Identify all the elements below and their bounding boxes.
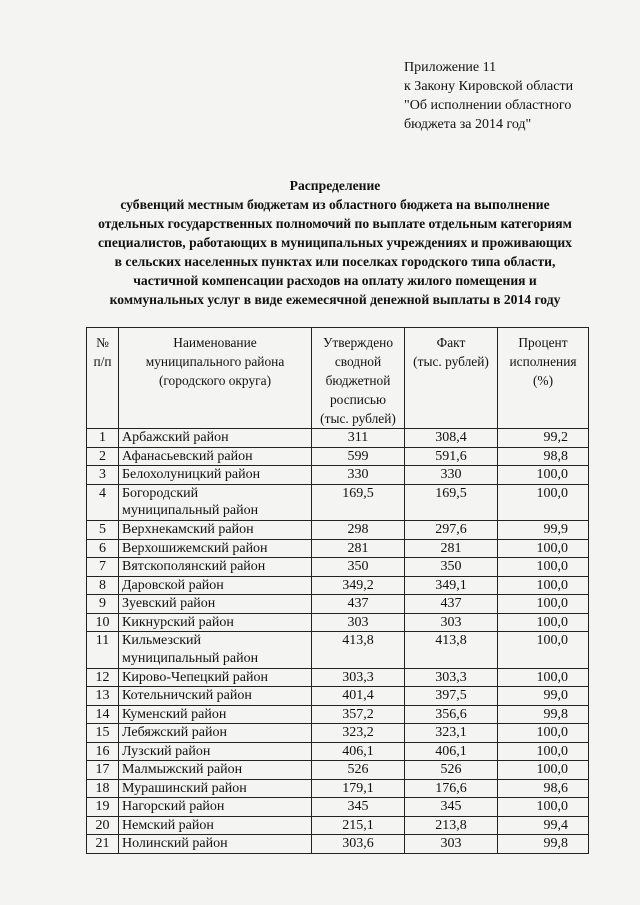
- approved-value: 357,2: [312, 705, 405, 724]
- district-name: [119, 613, 312, 632]
- percent-value: 100,0: [498, 466, 589, 485]
- fact-value: 345: [405, 798, 498, 817]
- approved-value: 298: [312, 521, 405, 540]
- fact-value: 297,6: [405, 521, 498, 540]
- row-number: 19: [87, 798, 119, 817]
- district-name: [119, 484, 312, 521]
- appendix-line: "Об исполнении областного: [404, 98, 572, 113]
- approved-value: 215,1: [312, 816, 405, 835]
- fact-value: 397,5: [405, 687, 498, 706]
- district-name-line: Кильмезский: [122, 633, 201, 648]
- row-number: 13: [87, 687, 119, 706]
- district-name: [119, 576, 312, 595]
- fact-value: 330: [405, 466, 498, 485]
- table-row: [87, 742, 589, 761]
- percent-value: 99,8: [498, 835, 589, 854]
- table-row: [87, 558, 589, 577]
- row-number: 4: [87, 484, 119, 521]
- row-number: 17: [87, 761, 119, 780]
- document-title: [60, 176, 610, 309]
- header-percent: Процент исполнения (%): [498, 328, 589, 429]
- fact-value: 176,6: [405, 779, 498, 798]
- table-row: [87, 816, 589, 835]
- fact-value: 308,4: [405, 429, 498, 448]
- table-row: [87, 632, 589, 669]
- approved-value: 281: [312, 539, 405, 558]
- header-fact: Факт (тыс. рублей): [405, 328, 498, 429]
- table-row: [87, 724, 589, 743]
- approved-value: 345: [312, 798, 405, 817]
- fact-value: 169,5: [405, 484, 498, 521]
- percent-value: 100,0: [498, 613, 589, 632]
- approved-value: 179,1: [312, 779, 405, 798]
- row-number: 9: [87, 595, 119, 614]
- percent-value: 99,4: [498, 816, 589, 835]
- title-line: субвенций местным бюджетам из областного бюджета на выполнение: [120, 197, 550, 212]
- table-row: [87, 447, 589, 466]
- fact-value: 413,8: [405, 632, 498, 669]
- percent-value: 98,6: [498, 779, 589, 798]
- row-number: 18: [87, 779, 119, 798]
- district-name-line: Лебяжский район: [122, 725, 227, 740]
- table-row: [87, 779, 589, 798]
- percent-value: 100,0: [498, 576, 589, 595]
- row-number: 3: [87, 466, 119, 485]
- percent-value: 100,0: [498, 798, 589, 817]
- district-name: [119, 798, 312, 817]
- district-name-line: Лузский район: [122, 743, 211, 759]
- table-row: [87, 798, 589, 817]
- approved-value: 350: [312, 558, 405, 577]
- percent-value: 100,0: [498, 484, 589, 521]
- district-name: [119, 447, 312, 466]
- subventions-table: [86, 327, 589, 854]
- appendix-line: к Закону Кировской области: [404, 79, 574, 94]
- percent-value: 100,0: [498, 724, 589, 743]
- row-number: 21: [87, 835, 119, 854]
- district-name: [119, 742, 312, 761]
- row-number: 12: [87, 668, 119, 687]
- fact-value: 281: [405, 539, 498, 558]
- district-name-line: Нолинский район: [122, 836, 228, 851]
- approved-value: 303,6: [312, 835, 405, 854]
- appendix-line: бюджета за 2014 год": [404, 117, 532, 132]
- district-name-line: Мурашинский район: [122, 780, 247, 796]
- approved-value: 311: [312, 429, 405, 448]
- row-number: 2: [87, 447, 119, 466]
- approved-value: 401,4: [312, 687, 405, 706]
- district-name: [119, 558, 312, 577]
- district-name-line: Нагорский район: [122, 799, 225, 814]
- fact-value: 356,6: [405, 705, 498, 724]
- table-body: [87, 429, 589, 854]
- approved-value: 323,2: [312, 724, 405, 743]
- district-name-line: Арбажский район: [122, 430, 229, 445]
- row-number: 10: [87, 613, 119, 632]
- row-number: 16: [87, 742, 119, 761]
- percent-value: 99,0: [498, 687, 589, 706]
- table-row: [87, 613, 589, 632]
- header-district-name: Наименование муниципального района (городского округа): [119, 328, 312, 429]
- table-row: [87, 539, 589, 558]
- percent-value: 100,0: [498, 539, 589, 558]
- table-row: [87, 429, 589, 448]
- district-name: [119, 779, 312, 798]
- appendix-note: [404, 58, 573, 134]
- approved-value: 437: [312, 595, 405, 614]
- percent-value: 100,0: [498, 761, 589, 780]
- fact-value: 406,1: [405, 742, 498, 761]
- district-name-line: Белохолуницкий район: [122, 467, 261, 482]
- row-number: 15: [87, 724, 119, 743]
- district-name: [119, 816, 312, 835]
- percent-value: 100,0: [498, 595, 589, 614]
- district-name-line: муниципальный район: [122, 503, 259, 518]
- percent-value: 100,0: [498, 742, 589, 761]
- row-number: 5: [87, 521, 119, 540]
- table-row: [87, 576, 589, 595]
- percent-value: 99,8: [498, 705, 589, 724]
- district-name: [119, 724, 312, 743]
- table-row: [87, 835, 589, 854]
- fact-value: 350: [405, 558, 498, 577]
- district-name-line: Вятскополянский район: [122, 559, 266, 574]
- district-name: [119, 466, 312, 485]
- title-line: отдельных государственных полномочий по выплате отдельным категориям: [98, 216, 572, 231]
- row-number: 14: [87, 705, 119, 724]
- approved-value: 526: [312, 761, 405, 780]
- title-line: специалистов, работающих в муниципальных учреждениях и проживающих: [98, 235, 572, 250]
- table-row: [87, 466, 589, 485]
- district-name: [119, 632, 312, 669]
- district-name-line: Немский район: [122, 817, 214, 833]
- fact-value: 437: [405, 595, 498, 614]
- district-name-line: Богородский: [122, 485, 199, 501]
- district-name: [119, 835, 312, 854]
- fact-value: 323,1: [405, 724, 498, 743]
- table-row: [87, 705, 589, 724]
- district-name-line: Кирово-Чепецкий район: [122, 669, 269, 685]
- approved-value: 330: [312, 466, 405, 485]
- title-line: частичной компенсации расходов на оплату жилого помещения и: [133, 273, 537, 288]
- table-header-row: [87, 328, 589, 429]
- title-line: в сельских населенных пунктах или поселках городского типа области,: [114, 254, 556, 269]
- district-name-line: Котельничский район: [122, 688, 252, 703]
- approved-value: 169,5: [312, 484, 405, 521]
- percent-value: 99,2: [498, 429, 589, 448]
- row-number: 8: [87, 576, 119, 595]
- district-name-line: муниципальный район: [122, 650, 259, 666]
- percent-value: 99,9: [498, 521, 589, 540]
- district-name-line: Зуевский район: [122, 596, 216, 611]
- district-name-line: Кикнурский район: [122, 614, 234, 630]
- header-approved: Утверждено сводной бюджетной росписью (тыс. рублей): [312, 328, 405, 429]
- table-row: [87, 484, 589, 521]
- approved-value: 349,2: [312, 576, 405, 595]
- district-name: [119, 668, 312, 687]
- district-name: [119, 687, 312, 706]
- approved-value: 413,8: [312, 632, 405, 669]
- district-name: [119, 539, 312, 558]
- district-name-line: Верхошижемский район: [122, 540, 268, 556]
- fact-value: 303: [405, 613, 498, 632]
- approved-value: 303: [312, 613, 405, 632]
- district-name: [119, 705, 312, 724]
- row-number: 1: [87, 429, 119, 448]
- fact-value: 213,8: [405, 816, 498, 835]
- row-number: 20: [87, 816, 119, 835]
- district-name-line: Верхнекамский район: [122, 522, 254, 537]
- table-row: [87, 521, 589, 540]
- table-row: [87, 668, 589, 687]
- table-row: [87, 761, 589, 780]
- fact-value: 591,6: [405, 447, 498, 466]
- table-row: [87, 595, 589, 614]
- approved-value: 303,3: [312, 668, 405, 687]
- row-number: 11: [87, 632, 119, 669]
- approved-value: 599: [312, 447, 405, 466]
- percent-value: 100,0: [498, 668, 589, 687]
- percent-value: 100,0: [498, 632, 589, 669]
- row-number: 7: [87, 558, 119, 577]
- fact-value: 349,1: [405, 576, 498, 595]
- district-name-line: Афанасьевский район: [122, 448, 253, 464]
- title-line: коммунальных услуг в виде ежемесячной денежной выплаты в 2014 году: [109, 292, 561, 307]
- district-name: [119, 761, 312, 780]
- district-name-line: Даровской район: [122, 577, 224, 593]
- fact-value: 303,3: [405, 668, 498, 687]
- table-row: [87, 687, 589, 706]
- header-number: № п/п: [87, 328, 119, 429]
- title-heading: Распределение: [289, 178, 381, 193]
- approved-value: 406,1: [312, 742, 405, 761]
- percent-value: 98,8: [498, 447, 589, 466]
- fact-value: 303: [405, 835, 498, 854]
- appendix-line: Приложение 11: [404, 60, 497, 75]
- fact-value: 526: [405, 761, 498, 780]
- row-number: 6: [87, 539, 119, 558]
- district-name-line: Куменский район: [122, 706, 227, 722]
- percent-value: 100,0: [498, 558, 589, 577]
- district-name-line: Малмыжский район: [122, 762, 243, 777]
- district-name: [119, 429, 312, 448]
- district-name: [119, 595, 312, 614]
- district-name: [119, 521, 312, 540]
